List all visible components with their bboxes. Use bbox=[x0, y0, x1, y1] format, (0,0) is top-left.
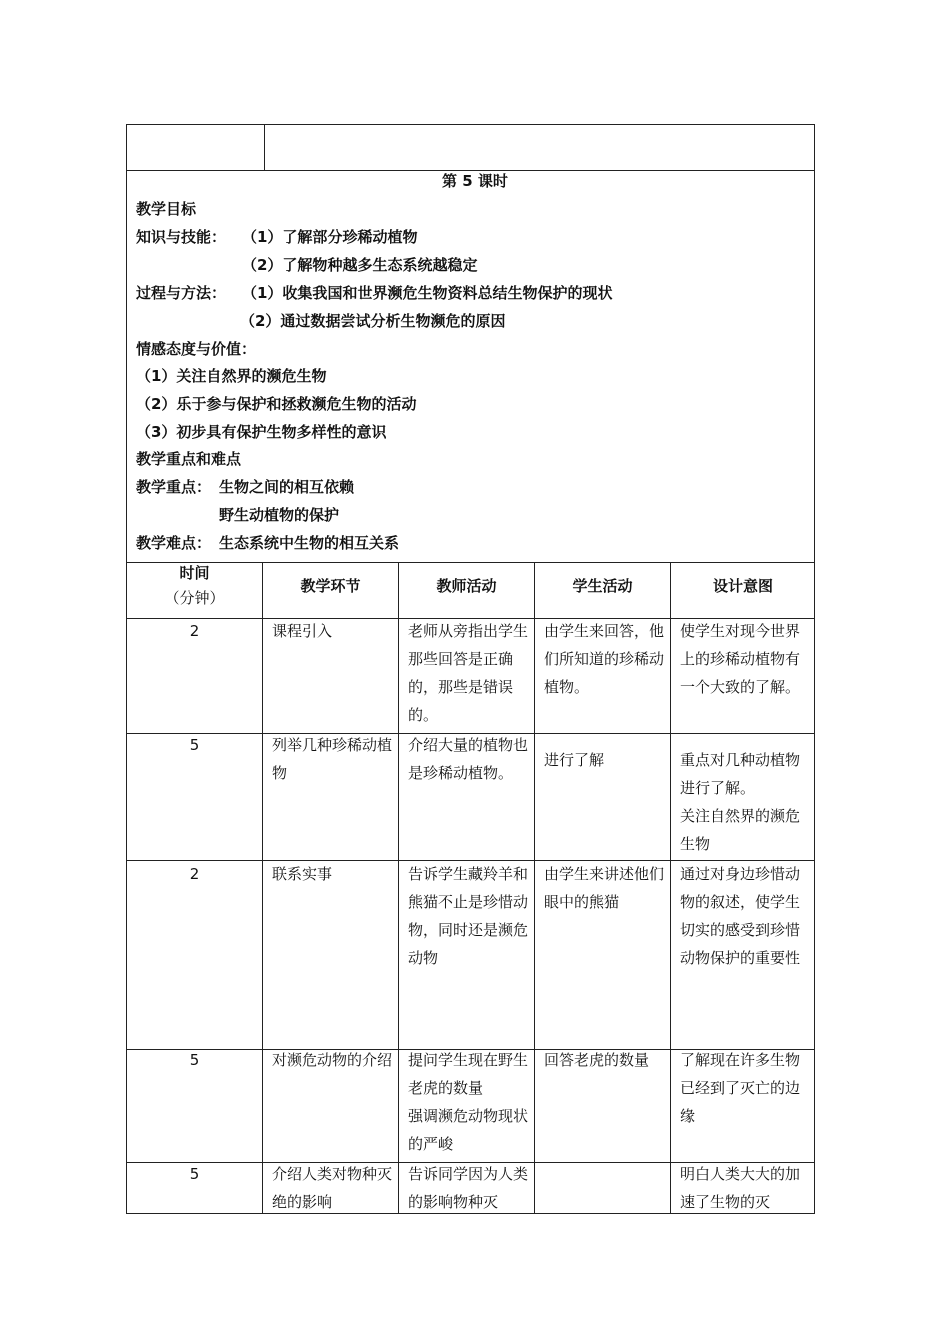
column-line-3 bbox=[534, 562, 535, 1214]
knowledge-label: 知识与技能： bbox=[136, 228, 227, 246]
row-4-teacher-2: 强调濒危动物现状的严峻 bbox=[408, 1107, 529, 1153]
row-3-time: 2 bbox=[189, 865, 200, 883]
row-2-intent: 重点对几种动植物进行了解。 bbox=[680, 751, 801, 797]
key-item-1: 生物之间的相互依赖 bbox=[219, 478, 355, 496]
process-item-1: （1）收集我国和世界濒危生物资料总结生物保护的现状 bbox=[242, 284, 613, 302]
header-student: 学生活动 bbox=[572, 577, 633, 595]
row-1-student: 由学生来回答，他们所知道的珍稀动植物。 bbox=[544, 622, 665, 696]
header-intent: 设计意图 bbox=[712, 577, 773, 595]
row-4-intent: 了解现在许多生物已经到了灭亡的边缘 bbox=[680, 1051, 801, 1125]
header-stage: 教学环节 bbox=[300, 577, 361, 595]
header-teacher: 教师活动 bbox=[436, 577, 497, 595]
row-3-stage: 联系实事 bbox=[272, 865, 333, 883]
lesson-title: 第 5 课时 bbox=[442, 172, 508, 190]
process-item-2: （2）通过数据尝试分析生物濒危的原因 bbox=[240, 312, 506, 330]
column-line-2 bbox=[398, 562, 399, 1214]
emotion-item-3: （3）初步具有保护生物多样性的意识 bbox=[136, 423, 387, 441]
column-line-1 bbox=[262, 562, 263, 1214]
row-1-teacher: 老师从旁指出学生那些回答是正确的，那些是错误的。 bbox=[408, 622, 529, 724]
row-2-intent-2: 关注自然界的濒危生物 bbox=[680, 807, 801, 853]
row-1-intent: 使学生对现今世界上的珍稀动植物有一个大致的了解。 bbox=[680, 622, 801, 696]
row-2-stage: 列举几种珍稀动植物 bbox=[272, 736, 393, 782]
row-3-teacher: 告诉学生藏羚羊和熊猫不止是珍惜动物，同时还是濒危动物 bbox=[408, 865, 529, 967]
row-4-teacher: 提问学生现在野生老虎的数量 bbox=[408, 1051, 529, 1097]
key-heading: 教学重点和难点 bbox=[136, 450, 242, 468]
key-item-2: 野生动植物的保护 bbox=[219, 506, 340, 524]
header-time: 时间 bbox=[179, 564, 210, 582]
row-5-time: 5 bbox=[189, 1165, 200, 1183]
row-5-teacher: 告诉同学因为人类的影响物种灭 bbox=[408, 1165, 529, 1211]
emotion-item-1: （1）关注自然界的濒危生物 bbox=[136, 367, 327, 385]
knowledge-item-1: （1）了解部分珍稀动植物 bbox=[242, 228, 418, 246]
knowledge-item-2: （2）了解物种越多生态系统越稳定 bbox=[242, 256, 478, 274]
emotion-label: 情感态度与价值： bbox=[136, 340, 257, 358]
top-row-column-line bbox=[264, 124, 265, 170]
row-2-time: 5 bbox=[189, 736, 200, 754]
row-5-intent: 明白人类大大的加速了生物的灭 bbox=[680, 1165, 801, 1211]
row-5-stage: 介绍人类对物种灭绝的影响 bbox=[272, 1165, 393, 1211]
row-4-stage: 对濒危动物的介绍 bbox=[272, 1051, 393, 1069]
emotion-item-2: （2）乐于参与保护和拯救濒危生物的活动 bbox=[136, 395, 417, 413]
column-line-4 bbox=[670, 562, 671, 1214]
row-2-teacher: 介绍大量的植物也是珍稀动植物。 bbox=[408, 736, 529, 782]
row-4-student: 回答老虎的数量 bbox=[544, 1051, 650, 1069]
row-1-stage: 课程引入 bbox=[272, 622, 333, 640]
row-2-student: 进行了解 bbox=[544, 751, 605, 769]
row-3-student: 由学生来讲述他们眼中的熊猫 bbox=[544, 865, 665, 911]
row-1-time: 2 bbox=[189, 622, 200, 640]
difficulty-label: 教学难点： bbox=[136, 534, 212, 552]
row-4-time: 5 bbox=[189, 1051, 200, 1069]
header-time-unit: （分钟） bbox=[164, 589, 225, 607]
objectives-heading: 教学目标 bbox=[136, 200, 197, 218]
row-3-intent: 通过对身边珍惜动物的叙述，使学生切实的感受到珍惜动物保护的重要性 bbox=[680, 865, 801, 967]
process-label: 过程与方法： bbox=[136, 284, 227, 302]
key-label: 教学重点： bbox=[136, 478, 212, 496]
difficulty-item-1: 生态系统中生物的相互关系 bbox=[219, 534, 400, 552]
